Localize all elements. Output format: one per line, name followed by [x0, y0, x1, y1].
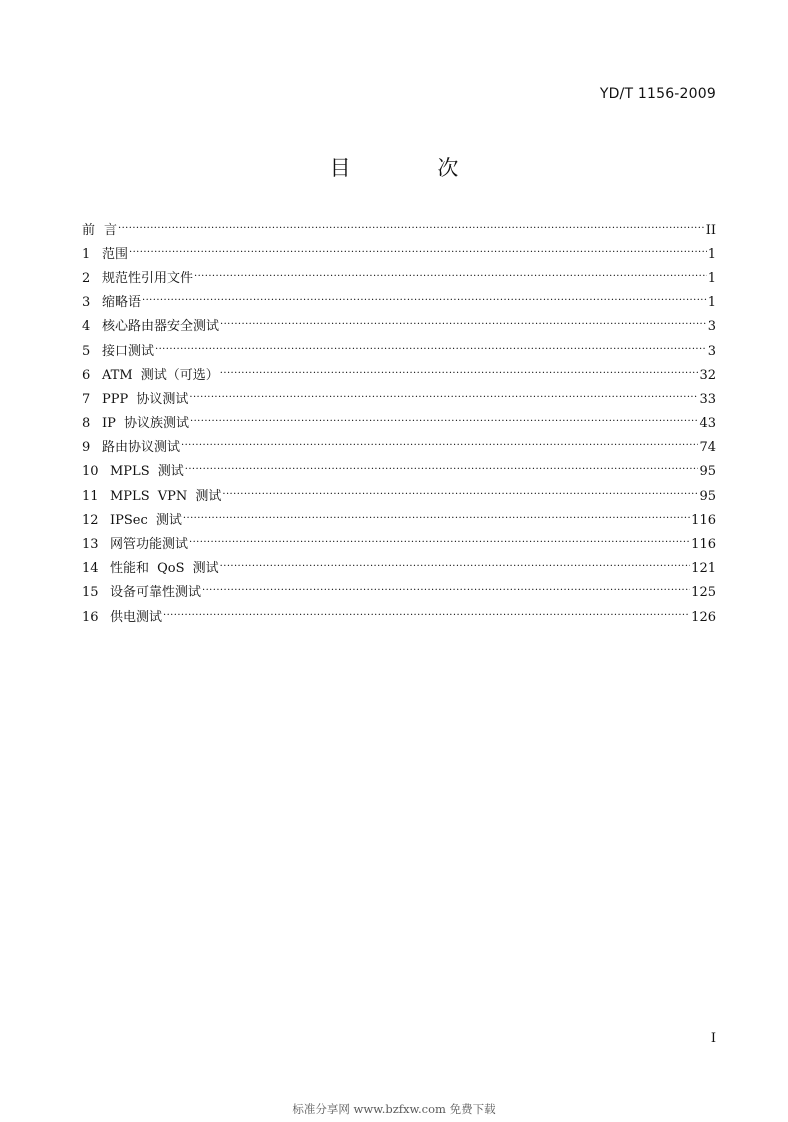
toc-entry-number: 8: [82, 416, 91, 432]
toc-entry-number: 10: [82, 464, 99, 480]
toc-entry-page: 125: [691, 585, 716, 601]
toc-entry-title: PPP 协议测试: [102, 391, 189, 407]
toc-entry-title: 接口测试: [102, 343, 155, 359]
page-folio: I: [710, 1031, 716, 1046]
toc-entry-title: 范围: [102, 246, 129, 262]
toc-entry-number: 5: [82, 343, 91, 359]
toc-entry-title: IPSec 测试: [110, 512, 182, 528]
table-of-contents: [82, 218, 716, 629]
toc-entry-title: 核心路由器安全测试: [102, 319, 220, 335]
toc-entry-title: 缩略语: [102, 295, 142, 311]
toc-entry-number: 7: [82, 391, 91, 407]
toc-leader-dots: [181, 438, 698, 451]
toc-entry-page: 1: [707, 246, 716, 262]
toc-entry-1[interactable]: [82, 242, 716, 266]
toc-leader-dots: [220, 366, 699, 379]
toc-entry-page: 116: [691, 512, 716, 528]
toc-entry-title: 路由协议测试: [102, 440, 181, 456]
toc-entry-page: 32: [699, 367, 716, 383]
document-code: YD/T 1156-2009: [599, 86, 716, 102]
toc-entry-page: 126: [691, 609, 716, 625]
toc-leader-dots: [220, 317, 707, 330]
toc-entry-4[interactable]: [82, 315, 716, 339]
toc-leader-dots: [129, 245, 707, 258]
toc-entry-6[interactable]: [82, 363, 716, 387]
toc-leader-dots: [202, 583, 690, 596]
toc-entry-16[interactable]: [82, 605, 716, 629]
toc-entry-5[interactable]: [82, 339, 716, 363]
toc-entry-7[interactable]: [82, 387, 716, 411]
toc-leader-dots: [220, 559, 691, 572]
toc-entry-number: 14: [82, 561, 99, 577]
page-title: 目 次: [329, 156, 499, 180]
toc-entry-preface[interactable]: [82, 218, 716, 242]
toc-entry-number: 前: [82, 222, 96, 238]
toc-entry-number: 9: [82, 440, 91, 456]
toc-leader-dots: [190, 414, 698, 427]
toc-entry-page: 95: [699, 488, 716, 504]
toc-entry-page: 116: [691, 537, 716, 553]
toc-entry-2[interactable]: [82, 266, 716, 290]
toc-entry-10[interactable]: [82, 460, 716, 484]
toc-entry-number: 16: [82, 609, 99, 625]
toc-leader-dots: [189, 390, 698, 403]
toc-entry-9[interactable]: [82, 436, 716, 460]
toc-entry-number: 4: [82, 319, 91, 335]
toc-entry-title: 网管功能测试: [110, 537, 189, 553]
toc-entry-title: 性能和 QoS 测试: [110, 561, 219, 577]
toc-entry-page: 3: [707, 343, 716, 359]
toc-entry-page: 121: [691, 561, 716, 577]
toc-entry-number: 1: [82, 246, 91, 262]
toc-entry-8[interactable]: [82, 412, 716, 436]
toc-entry-title: IP 协议族测试: [102, 416, 190, 432]
toc-entry-number: 13: [82, 537, 99, 553]
toc-entry-number: 6: [82, 367, 91, 383]
toc-leader-dots: [194, 269, 707, 282]
toc-entry-page: 1: [707, 295, 716, 311]
toc-entry-page: 33: [699, 391, 716, 407]
toc-entry-15[interactable]: [82, 581, 716, 605]
toc-entry-number: 2: [82, 270, 91, 286]
watermark-text: 标准分享网 www.bzfxw.com 免费下载: [292, 1102, 496, 1116]
toc-leader-dots: [189, 535, 690, 548]
toc-leader-dots: [183, 511, 690, 524]
toc-entry-page: 43: [699, 416, 716, 432]
toc-entry-title: ATM 测试（可选）: [102, 367, 219, 383]
toc-entry-page: 95: [699, 464, 716, 480]
toc-entry-page: 74: [699, 440, 716, 456]
toc-leader-dots: [185, 462, 699, 475]
toc-entry-11[interactable]: [82, 484, 716, 508]
toc-leader-dots: [118, 221, 705, 234]
toc-entry-13[interactable]: [82, 532, 716, 556]
toc-entry-title: MPLS VPN 测试: [110, 488, 222, 504]
toc-entry-title: 设备可靠性测试: [110, 585, 202, 601]
toc-entry-page: II: [705, 222, 716, 238]
toc-entry-number: 11: [82, 488, 99, 504]
toc-entry-title: 言: [104, 222, 118, 238]
toc-entry-title: MPLS 测试: [110, 464, 184, 480]
toc-entry-number: 3: [82, 295, 91, 311]
toc-entry-page: 3: [707, 319, 716, 335]
toc-leader-dots: [155, 342, 707, 355]
toc-entry-12[interactable]: [82, 508, 716, 532]
toc-entry-title: 供电测试: [110, 609, 163, 625]
toc-entry-title: 规范性引用文件: [102, 270, 194, 286]
toc-leader-dots: [222, 487, 698, 500]
toc-entry-14[interactable]: [82, 557, 716, 581]
toc-entry-number: 12: [82, 512, 99, 528]
toc-entry-page: 1: [707, 270, 716, 286]
toc-leader-dots: [163, 608, 690, 621]
toc-entry-number: 15: [82, 585, 99, 601]
toc-entry-3[interactable]: [82, 291, 716, 315]
toc-leader-dots: [142, 293, 707, 306]
